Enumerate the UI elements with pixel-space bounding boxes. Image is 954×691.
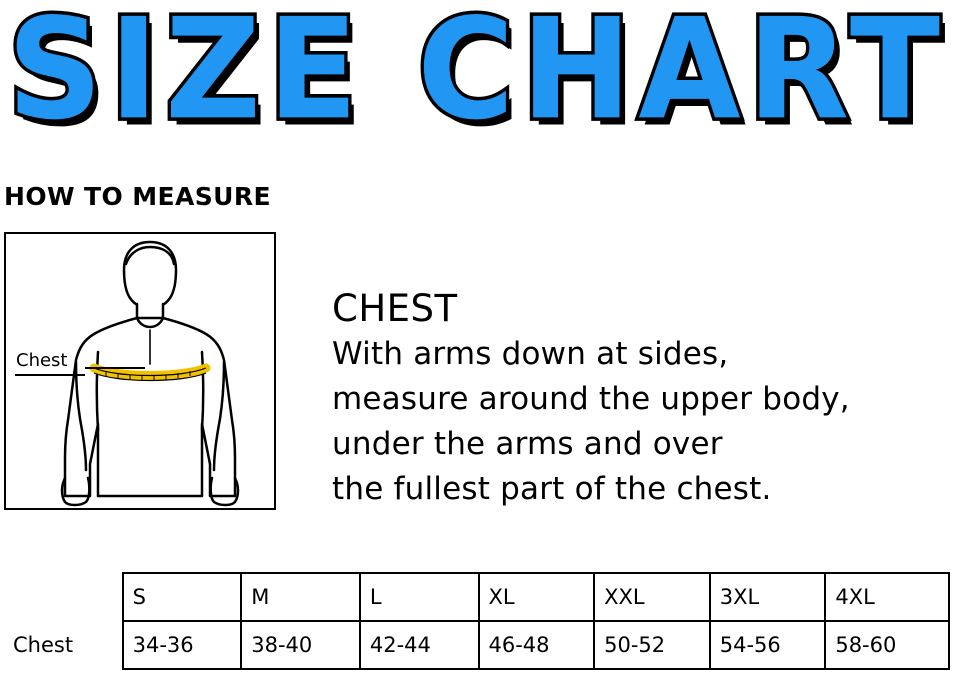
table-cell-chest-m: 38-40 [241,621,360,669]
description-line-2: measure around the upper body, [332,381,850,417]
table-header-row [4,573,949,621]
table-cell-chest-3xl: 54-56 [710,621,826,669]
table-corner-cell [4,573,123,621]
measurement-illustration [4,232,276,510]
size-table [4,572,950,670]
figure-chest-leader-line [85,367,145,369]
description-heading: CHEST [332,287,458,330]
table-header-xxl: XXL [594,573,710,621]
male-torso-icon [6,234,274,508]
description-line-4: the fullest part of the chest. [332,471,772,507]
table-header-l: L [360,573,479,621]
table-row [4,621,949,669]
page-title-banner [0,0,954,151]
figure-chest-label-underline [15,374,85,376]
table-cell-chest-xl: 46-48 [479,621,595,669]
table-cell-chest-xxl: 50-52 [594,621,710,669]
table-header-m: M [241,573,360,621]
table-header-4xl: 4XL [825,573,949,621]
table-cell-chest-4xl: 58-60 [825,621,949,669]
table-cell-chest-l: 42-44 [360,621,479,669]
table-header-s: S [123,573,242,621]
description-block [332,286,932,512]
figure-chest-label: Chest [16,350,68,371]
table-header-3xl: 3XL [710,573,826,621]
how-to-measure-heading: HOW TO MEASURE [4,182,272,211]
page-title: SIZE CHART [7,0,947,151]
description-line-1: With arms down at sides, [332,336,729,372]
size-table-wrapper [4,572,950,670]
description-line-3: under the arms and over [332,426,723,462]
table-cell-chest-s: 34-36 [123,621,242,669]
table-header-xl: XL [479,573,595,621]
table-row-label-chest: Chest [4,621,123,669]
